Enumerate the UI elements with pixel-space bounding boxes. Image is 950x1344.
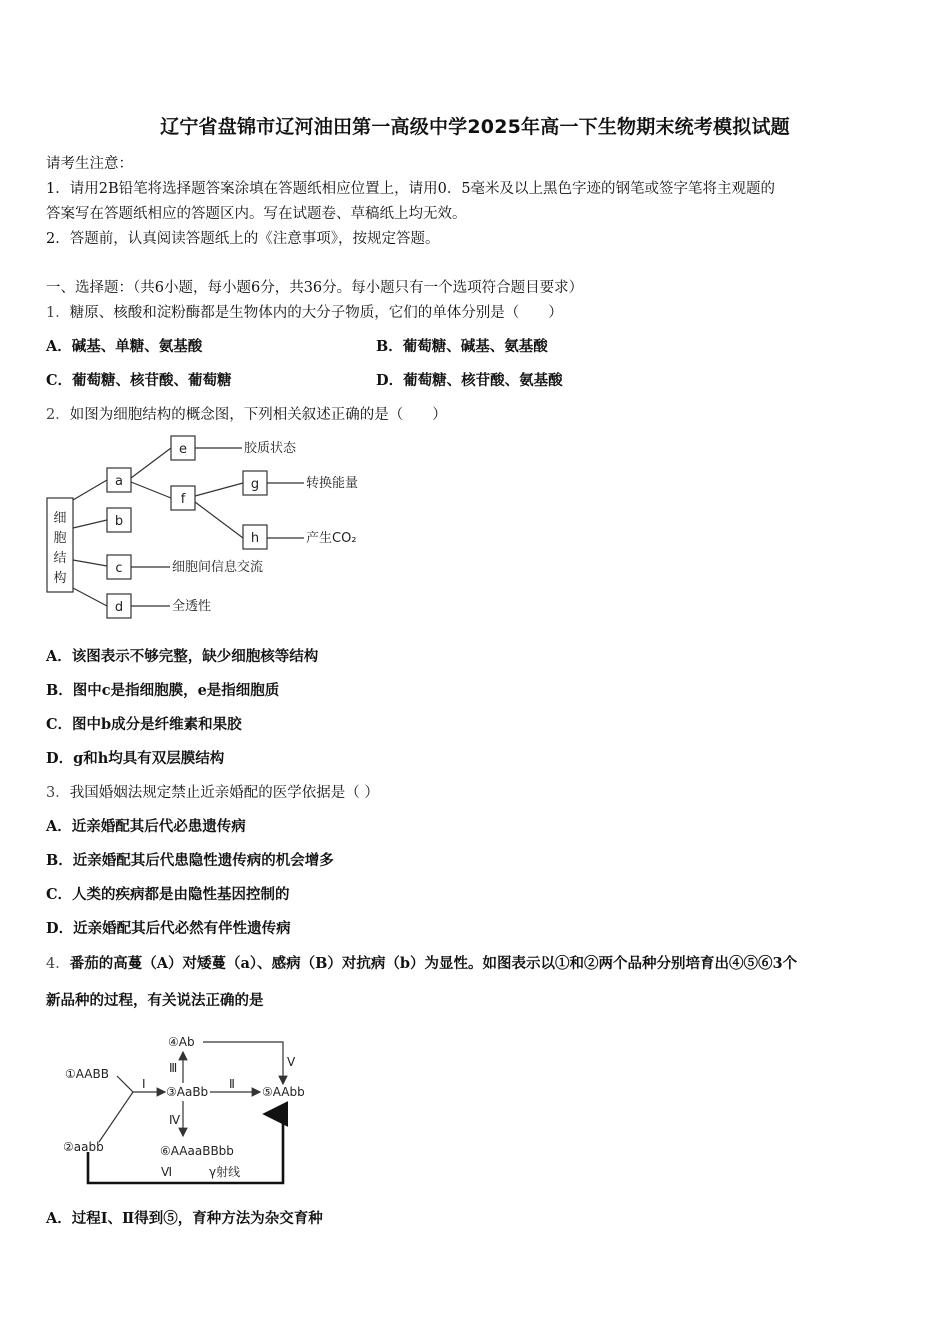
q3-option-a: A．近亲婚配其后代必患遗传病 — [46, 818, 246, 835]
node-b: b — [114, 514, 124, 529]
node-g: g — [250, 477, 260, 492]
node-4: ④Ab — [168, 1035, 195, 1049]
q2-option-c: C．图中b成分是纤维素和果胶 — [46, 716, 242, 733]
notice-item-1-line-1: 1．请用2B铅笔将选择题答案涂填在答题纸相应位置上，请用0．5毫米及以上黑色字迹的钢笔或签字笔将主观题的 — [46, 181, 776, 197]
root-char-2: 胞 — [53, 531, 67, 546]
q3-option-b: B．近亲婚配其后代患隐性遗传病的机会增多 — [46, 852, 334, 869]
node-f: f — [180, 492, 186, 507]
process-5: Ⅴ — [287, 1055, 296, 1069]
node-d: d — [114, 600, 124, 615]
label-g: 转换能量 — [306, 476, 359, 491]
q3-option-c: C．人类的疾病都是由隐性基因控制的 — [46, 886, 290, 903]
question-4-stem-line-1: 番茄的高蔓（A）对矮蔓（a）、感病（B）对抗病（b）为显性。如图表示以①和②两个品种分别培育出④⑤⑥3个 — [69, 955, 798, 972]
q1-option-b: B．葡萄糖、碱基、氨基酸 — [376, 338, 548, 355]
q1-option-c: C．葡萄糖、核苷酸、葡萄糖 — [46, 372, 232, 389]
q4-option-a: A．过程Ⅰ、Ⅱ得到⑤，育种方法为杂交育种 — [46, 1210, 323, 1227]
node-5: ⑤AAbb — [262, 1085, 305, 1099]
process-1: Ⅰ — [142, 1077, 146, 1091]
question-2-number: 2． — [46, 407, 70, 423]
notice-item-2: 2．答题前，认真阅读答题纸上的《注意事项》，按规定答题。 — [46, 231, 440, 247]
cell-structure-diagram — [40, 428, 380, 628]
label-h: 产生CO₂ — [306, 531, 357, 546]
node-2: ②aabb — [63, 1140, 104, 1154]
node-a: a — [115, 474, 123, 489]
root-char-4: 构 — [53, 571, 67, 586]
label-d: 全透性 — [172, 599, 212, 614]
process-2: Ⅱ — [229, 1077, 235, 1091]
process-3: Ⅲ — [169, 1061, 178, 1075]
root-char-1: 细 — [53, 511, 67, 526]
node-3: ③AaBb — [166, 1085, 209, 1099]
node-6: ⑥AAaaBBbb — [160, 1144, 234, 1158]
node-h: h — [250, 531, 260, 546]
notice-heading: 请考生注意： — [46, 156, 133, 172]
question-3-number: 3． — [46, 785, 70, 801]
q1-option-a: A．碱基、单糖、氨基酸 — [46, 338, 203, 355]
q2-option-a: A．该图表示不够完整，缺少细胞核等结构 — [46, 648, 319, 665]
q2-option-d: D．g和h均具有双层膜结构 — [46, 750, 225, 767]
question-4-stem-line-2: 新品种的过程，有关说法正确的是 — [46, 992, 264, 1009]
process-6: Ⅵ — [161, 1165, 173, 1179]
node-c: c — [115, 561, 123, 576]
notice-item-1-line-2: 答案写在答题纸相应的答题区内。写在试题卷、草稿纸上均无效。 — [46, 206, 467, 222]
breeding-diagram — [55, 1028, 325, 1193]
question-1-stem: 糖原、核酸和淀粉酶都是生物体内的大分子物质，它们的单体分别是（ ） — [69, 305, 563, 321]
gamma-ray-label: γ射线 — [209, 1165, 241, 1179]
q1-option-d: D．葡萄糖、核苷酸、氨基酸 — [376, 372, 563, 389]
page-title: 辽宁省盘锦市辽河油田第一高级中学2025年高一下生物期末统考模拟试题 — [160, 116, 790, 138]
process-4: Ⅳ — [169, 1113, 181, 1127]
question-1-number: 1． — [46, 305, 70, 321]
root-char-3: 结 — [53, 551, 67, 566]
question-3 — [46, 781, 379, 802]
label-e: 胶质状态 — [244, 441, 297, 456]
section-heading: 一、选择题：（共6小题，每小题6分，共36分。每小题只有一个选项符合题目要求） — [46, 280, 584, 296]
node-1: ①AABB — [65, 1067, 109, 1081]
q3-option-d: D．近亲婚配其后代必然有伴性遗传病 — [46, 920, 291, 937]
label-c: 细胞间信息交流 — [172, 560, 264, 575]
question-4-line-1 — [46, 952, 797, 973]
node-e: e — [179, 442, 187, 457]
question-4-number: 4． — [46, 956, 70, 972]
question-2 — [46, 403, 447, 424]
question-1 — [46, 301, 563, 322]
question-2-stem: 如图为细胞结构的概念图，下列相关叙述正确的是（ ） — [69, 407, 447, 423]
q2-option-b: B．图中c是指细胞膜，e是指细胞质 — [46, 682, 280, 699]
question-3-stem: 我国婚姻法规定禁止近亲婚配的医学依据是（ ） — [69, 785, 379, 801]
